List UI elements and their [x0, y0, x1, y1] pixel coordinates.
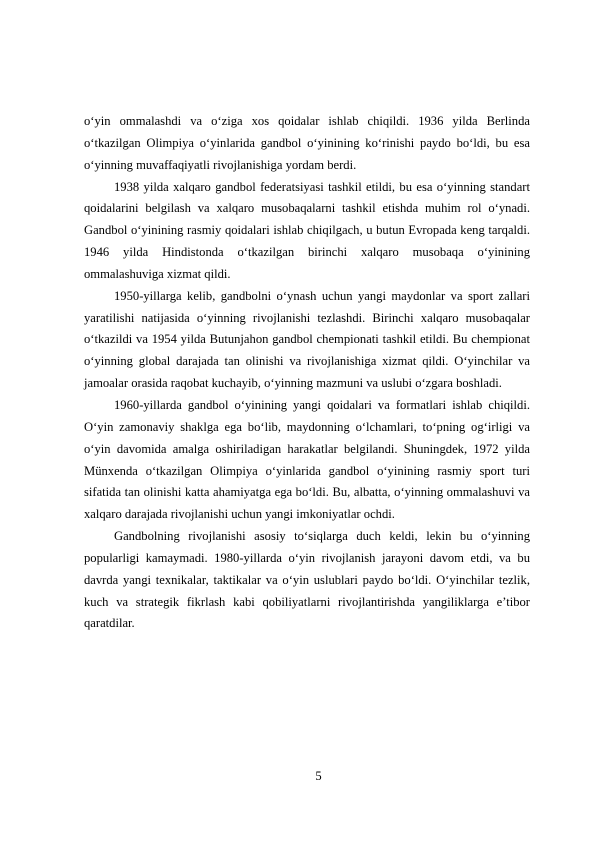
paragraph-development: Gandbolning rivojlanishi asosiy to‘siqlarga duch keldi, lekin bu o‘yinning popularligi kamaymadi. 1980-yillarda o‘yin rivojlanish jarayoni davom etdi, va bu davrda yangi texnikalar, taktikalar va o‘yin uslublari paydo bo‘ldi. O‘yinchilar tezlik, kuch va strategik fikrlash kabi qobiliyatlarni rivojlantirishda yangiliklarga e’tibor qaratdilar. — [84, 529, 530, 631]
paragraph-1950s: 1950-yillarga kelib, gandbolni o‘ynash uchun yangi maydonlar va sport zallari yaratilishi natijasida o‘yinning rivojlanishi tezlashdi. Birinchi xalqaro musobaqalar o‘tkazildi va 1954 yilda Butunjahon gandbol chempionati tashkil etildi. Bu chempionat o‘yinning global darajada tan olinishi va rivojlanishiga xizmat qildi. O‘yinchilar va jamoalar orasida raqobat kuchayib, o‘yinning mazmuni va uslubi o‘zgara boshladi. — [84, 288, 530, 391]
paragraph-1938-federation: 1938 yilda xalqaro gandbol federatsiyasi tashkil etildi, bu esa o‘yinning standart qoidalarini belgilash va xalqaro musobaqalarni tashkil etishda muhim rol o‘ynadi. Gandbol o‘yinining rasmiy qoidalari ishlab chiqilgach, u butun Evropada keng tarqaldi. 1946 yilda Hindistonda o‘tkazilgan birinchi xalqaro musobaqa o‘yinining ommalashuviga xizmat qildi. — [84, 179, 530, 281]
paragraph-continuation: o‘yin ommalashdi va o‘ziga xos qoidalar ishlab chiqildi. 1936 yilda Berlinda o‘tkazilgan Olimpiya o‘yinlarida gandbol o‘yinining ko‘rinishi paydo bo‘ldi, bu esa o‘yinning muvaffaqiyatli rivojlanishiga yordam berdi. — [84, 114, 530, 172]
page-number: 5 — [315, 769, 322, 783]
paragraph-1960s: 1960-yillarda gandbol o‘yinining yangi qoidalari va formatlari ishlab chiqildi. O‘yin zamonaviy shaklga ega bo‘lib, maydonning o‘lchamlari, to‘pning og‘irligi va o‘yin davomida amalga oshiriladigan harakatlar belgilandi. Shuningdek, 1972 yilda Münxenda o‘tkazilgan Olimpiya o‘yinlarida gandbol o‘yinining rasmiy sport turi sifatida tan olinishi katta ahamiyatga ega bo‘ldi. Bu, albatta, o‘yinning ommalashuvi va xalqaro darajada rivojlanishi uchun yangi imkoniyatlar ochdi. — [84, 397, 530, 522]
page-body — [84, 111, 530, 635]
